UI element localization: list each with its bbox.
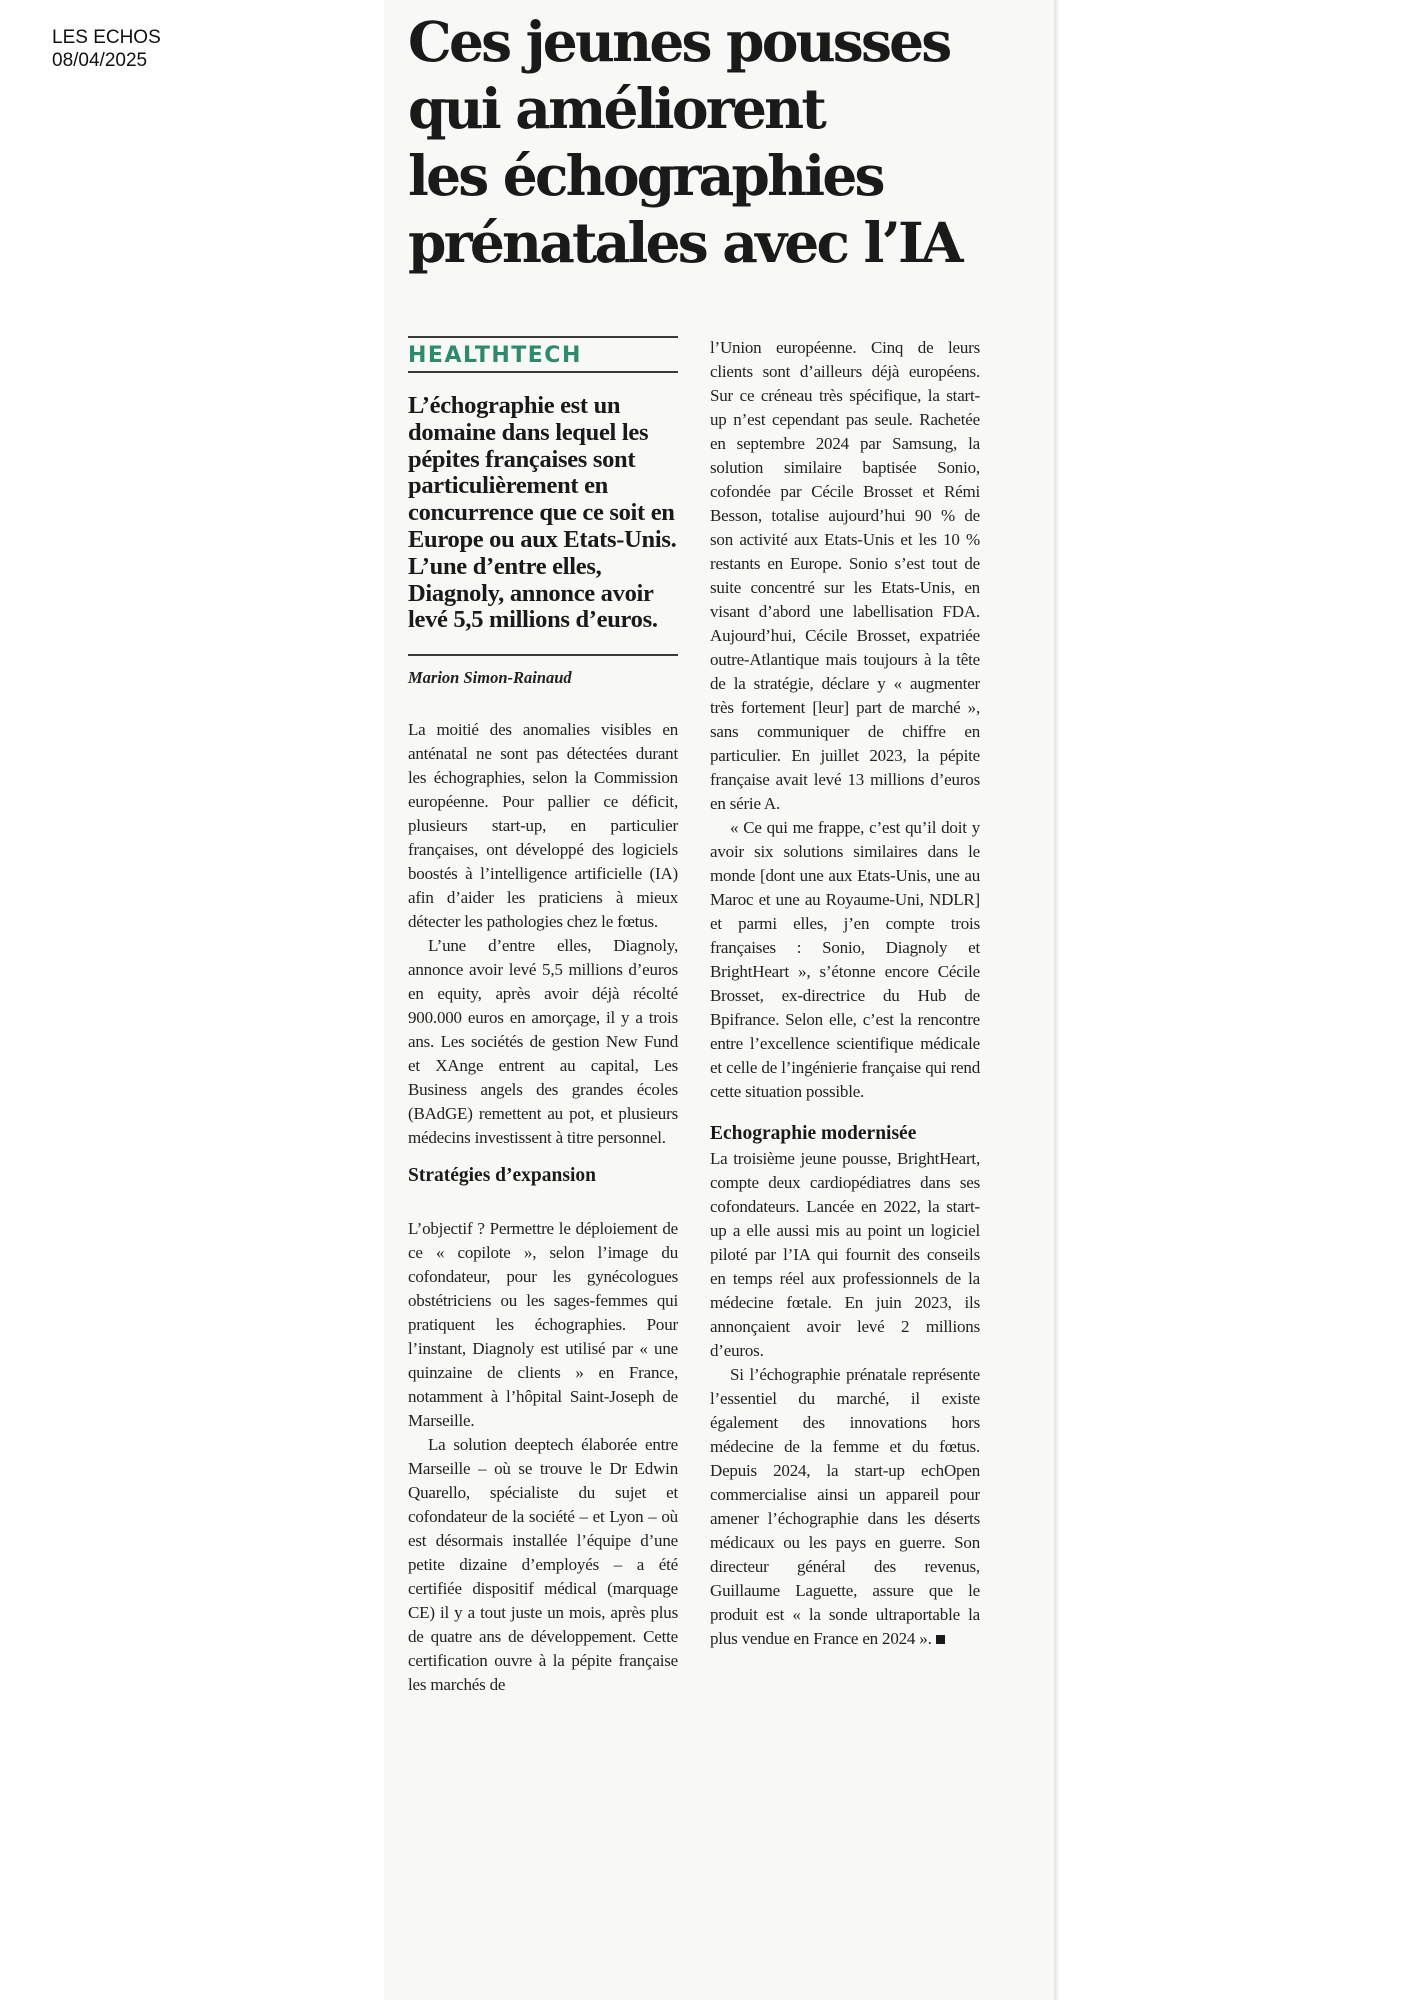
section-kicker: HEALTHTECH [408, 338, 678, 373]
headline-line: qui améliorent [408, 76, 824, 141]
body-paragraph: La solution deeptech élaborée entre Marseille – où se trouve le Dr Edwin Quarello, spécialiste du sujet et cofondateur de la société – et Lyon – où est désormais installée l’équipe d’une petite dizaine d’employés – a été certifiée dispositif médical (marquage CE) il y a tout juste un mois, après plus de quatre ans de développement. Cette certification ouvre à la pépite française les marchés de [408, 1435, 678, 1695]
article-body-part-1 [408, 718, 678, 1150]
article-byline: Marion Simon-Rainaud [408, 668, 572, 688]
body-paragraph-text: Si l’échographie prénatale représente l’essentiel du marché, il existe également des innovations hors médecine de la femme et du fœtus. Depuis 2024, la start-up echOpen commercialise ainsi un appareil pour amener l’échographie dans les déserts médicaux ou les pays en guerre. Son directeur général des revenus, Guillaume Laguette, assure que le produit est « la sonde ultraportable la plus vendue en France en 2024 ». [710, 1365, 980, 1648]
article-lead: L’échographie est un domaine dans lequel les pépites françaises sont particulièrement en concurrence que ce soit en Europe ou aux Etats-Unis. L’une d’entre elles, Diagnoly, annonce avoir levé 5,5 millions d’euros. [408, 392, 677, 634]
headline-line: prénatales avec l’IA [408, 210, 961, 275]
body-paragraph: « Ce qui me frappe, c’est qu’il doit y avoir six solutions similaires dans le monde [dont une aux Etats-Unis, une au Maroc et une au Royaume-Uni, NDLR] et parmi elles, j’en compte trois françaises : Sonio, Diagnoly et BrightHeart », s’étonne encore Cécile Brosset, ex-directrice du Hub de Bpifrance. Selon elle, c’est la rencontre entre l’excellence scientifique médicale et celle de l’ingénierie française qui rend cette situation possible. [710, 818, 980, 1101]
body-paragraph: L’une d’entre elles, Diagnoly, annonce avoir levé 5,5 millions d’euros en equity, après avoir déjà récolté 900.000 euros en amorçage, il y a trois ans. Les sociétés de gestion New Fund et XAnge entrent au capital, Les Business angels des grandes écoles (BAdGE) remettent au pot, et plusieurs médecins investissent à titre personnel. [408, 936, 678, 1148]
article-body-part-2 [408, 1217, 678, 1697]
article-body-part-3 [710, 336, 980, 1104]
body-paragraph: l’Union européenne. Cinq de leurs clients sont d’ailleurs déjà européens. Sur ce créneau très spécifique, la start-up n’est cependant pas seule. Rachetée en septembre 2024 par Samsung, la solution similaire baptisée Sonio, cofondée par Cécile Brosset et Rémi Besson, totalise aujourd’hui 90 % de son activité aux Etats-Unis et les 10 % restants en Europe. Sonio s’est tout de suite concentré sur les Etats-Unis, en visant d’abord une labellisation FDA. Aujourd’hui, Cécile Brosset, expatriée outre-Atlantique mais toujours à la tête de la stratégie, déclare y « augmenter très fortement [leur] part de marché », sans communiquer de chiffre en particulier. En juillet 2023, la pépite française avait levé 13 millions d’euros en série A. [710, 338, 980, 813]
end-of-article-mark [936, 1635, 945, 1644]
source-label [52, 26, 161, 72]
article-headline [408, 8, 1008, 276]
publication-date: 08/04/2025 [52, 50, 148, 71]
body-paragraph: L’objectif ? Permettre le déploiement de ce « copilote », selon l’image du cofondateur, pour les gynécologues obstétriciens ou les sages-femmes qui pratiquent les échographies. Pour l’instant, Diagnoly est utilisé par « une quinzaine de clients » en France, notamment à l’hôpital Saint-Joseph de Marseille. [408, 1219, 678, 1431]
body-paragraph: La moitié des anomalies visibles en anténatal ne sont pas détectées durant les échographies, selon la Commission européenne. Pour pallier ce déficit, plusieurs start-up, en particulier françaises, ont développé des logiciels boostés à l’intelligence artificielle (IA) afin d’aider les praticiens à mieux détecter les pathologies chez le fœtus. [408, 720, 678, 932]
publication-name: LES ECHOS [52, 27, 161, 48]
body-paragraph: La troisième jeune pousse, BrightHeart, compte deux cardiopédiatres dans ses cofondateurs. Lancée en 2022, la start-up a elle aussi mis au point un logiciel piloté par l’IA qui fournit des conseils en temps réel aux professionnels de la médecine fœtale. En juin 2023, ils annonçaient avoir levé 2 millions d’euros. [710, 1149, 980, 1360]
headline-line: Ces jeunes pousses [408, 9, 950, 74]
clipping-edge-shadow [1054, 0, 1060, 2000]
byline-rule [408, 654, 678, 656]
article-column-right [710, 336, 980, 1651]
subheading-echographie: Echographie modernisée [710, 1123, 917, 1144]
article-body-part-4 [710, 1147, 980, 1651]
body-paragraph-last [710, 1363, 980, 1651]
article-column-left [408, 336, 678, 1697]
subheading-strategies: Stratégies d’expansion [408, 1165, 596, 1187]
headline-line: les échographies [408, 143, 883, 208]
